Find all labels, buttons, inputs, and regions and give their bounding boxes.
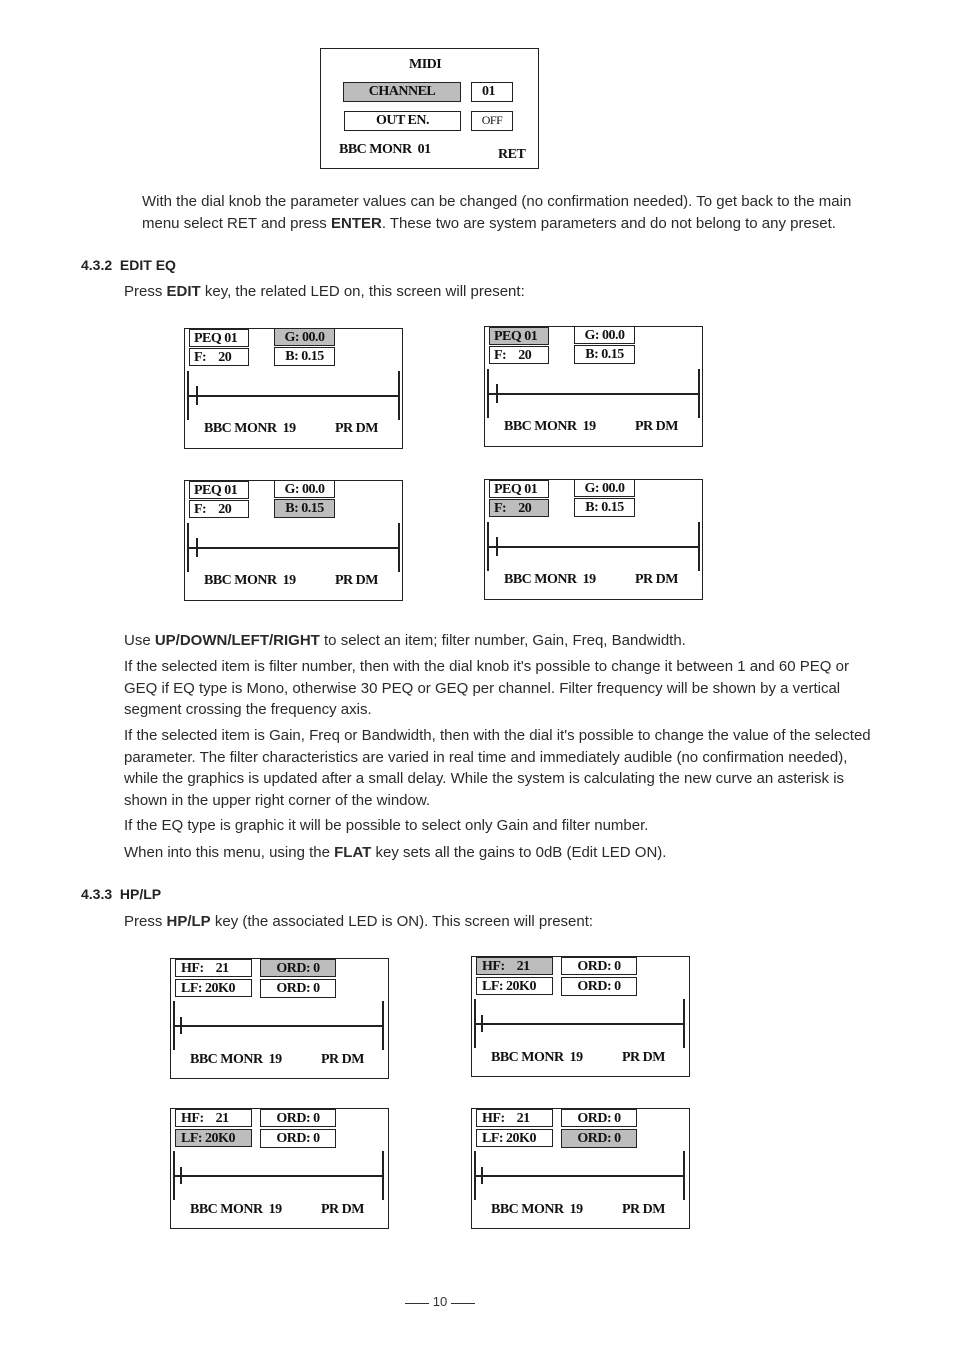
midi-status: BBC MONR 01 [339,142,431,157]
bandwidth-box: B: 0.15 [274,347,335,366]
status-right: PR DM [635,419,678,434]
freq-box: F: 20 [489,499,549,517]
gain-box: G: 00.0 [574,326,635,344]
freq-axis [187,395,399,397]
freq-axis [187,547,399,549]
status-right: PR DM [321,1052,364,1067]
status-left: BBC MONR 19 [190,1202,282,1217]
gain-box: G: 00.0 [274,328,335,346]
intro-paragraph [142,191,877,234]
page-footer [405,1294,475,1309]
gain-box: G: 00.0 [274,480,335,498]
bandwidth-box: B: 0.15 [574,345,635,364]
hp-order-box: ORD: 0 [561,957,637,975]
lp-freq-box: LF: 20K0 [175,1129,252,1147]
hp-freq-box: HF: 21 [476,957,553,975]
status-right: PR DM [321,1202,364,1217]
lp-order-box: ORD: 0 [561,977,637,996]
hplp-press-bold: HP/LP [166,913,211,930]
midi-channel-label: CHANNEL [343,82,461,102]
eq-screen [484,326,703,447]
eq-p5-bold: FLAT [334,844,372,861]
status-left: BBC MONR 19 [504,419,596,434]
eq-paragraph-1 [124,630,876,652]
lp-order-box: ORD: 0 [260,1129,336,1148]
edit-press-pre: Press [124,283,167,300]
freq-axis [487,546,699,548]
hp-freq-box: HF: 21 [476,1109,553,1127]
midi-channel-value: 01 [471,82,513,102]
lp-freq-box: LF: 20K0 [476,977,553,995]
midi-ret: RET [498,147,526,162]
eq-screen [484,479,703,600]
eq-p1-bold: UP/DOWN/LEFT/RIGHT [154,632,320,649]
hp-freq-box: HF: 21 [175,1109,252,1127]
hplp-screen [471,956,690,1077]
peq-filter-box: PEQ 01 [489,327,549,345]
edit-press-bold: EDIT [166,283,201,300]
footer-rule-left [405,1303,429,1304]
status-left: BBC MONR 19 [491,1050,583,1065]
hplp-screen [170,1108,389,1229]
status-right: PR DM [335,421,378,436]
eq-paragraph-4: If the EQ type is graphic it will be possible to select only Gain and filter number. [124,817,649,834]
peq-filter-box: PEQ 01 [189,481,249,499]
status-left: BBC MONR 19 [190,1052,282,1067]
eq-paragraph-5 [124,842,876,864]
bandwidth-box: B: 0.15 [574,498,635,517]
freq-axis [474,1023,684,1025]
status-left: BBC MONR 19 [204,573,296,588]
eq-paragraph-2: If the selected item is filter number, then with the dial knob it's possible to change it between 1 and 60 PEQ or GEQ if EQ type is Mono, otherwise 30 PEQ or GEQ per channel. Filter frequency will be shown by a vertical segment crossing the frequency axis. [124,658,849,718]
hplp-press-pre: Press [124,913,167,930]
eq-p5-post: key sets all the gains to 0dB (Edit LED ON). [371,844,667,861]
freq-box: F: 20 [189,500,249,518]
freq-axis [474,1175,684,1177]
status-right: PR DM [335,573,378,588]
peq-filter-box: PEQ 01 [489,480,549,498]
status-right: PR DM [635,572,678,587]
page-number: 10 [432,1294,448,1309]
eq-screen [184,328,403,449]
intro-text-1: With the dial knob the parameter values can be changed (no confirmation needed). To get back to the main menu select RET and press [142,193,852,232]
gain-box: G: 00.0 [574,479,635,497]
freq-axis [173,1175,383,1177]
status-left: BBC MONR 19 [204,421,296,436]
freq-axis [173,1025,383,1027]
hplp-screen [471,1108,690,1229]
lp-order-box: ORD: 0 [260,979,336,998]
hp-order-box: ORD: 0 [260,959,336,977]
freq-box: F: 20 [489,346,549,364]
hplp-press-post: key (the associated LED is ON). This screen will present: [210,913,594,930]
eq-p5-pre: When into this menu, using the [124,844,335,861]
midi-screen [320,48,539,169]
bandwidth-box: B: 0.15 [274,499,335,518]
freq-box: F: 20 [189,348,249,366]
intro-text-bold: ENTER [330,214,382,232]
eq-p1-post: to select an item; filter number, Gain, Freq, Bandwidth. [319,632,686,649]
midi-out-label: OUT EN. [344,111,461,131]
status-left: BBC MONR 19 [491,1202,583,1217]
section-heading-hplp: 4.3.3 HP/LP [81,886,162,902]
eq-p1-pre: Use [124,632,155,649]
edit-press-post: key, the related LED on, this screen will present: [200,283,525,300]
hp-freq-box: HF: 21 [175,959,252,977]
edit-press-paragraph [124,281,864,303]
hp-order-box: ORD: 0 [260,1109,336,1127]
freq-axis [487,393,699,395]
midi-out-value: OFF [471,111,513,131]
peq-filter-box: PEQ 01 [189,329,249,347]
footer-rule-right [451,1303,475,1304]
lp-freq-box: LF: 20K0 [476,1129,553,1147]
eq-screen [184,480,403,601]
midi-title: MIDI [409,57,442,72]
hp-order-box: ORD: 0 [561,1109,637,1127]
section-heading-edit-eq: 4.3.2 EDIT EQ [81,257,176,273]
intro-text-2: . These two are system parameters and do not belong to any preset. [381,214,836,232]
hplp-press-paragraph [124,911,864,933]
lp-order-box: ORD: 0 [561,1129,637,1148]
status-right: PR DM [622,1050,665,1065]
status-left: BBC MONR 19 [504,572,596,587]
eq-paragraph-3: If the selected item is Gain, Freq or Bandwidth, then with the dial it's possible to change the value of the selected parameter. The filter characteristics are varied in real time and immediately audible (no confirmation needed), while the graphics is updated after a small delay. While the system is calculating the new curve an asterisk is shown in the upper right corner of the window. [124,727,871,809]
status-right: PR DM [622,1202,665,1217]
lp-freq-box: LF: 20K0 [175,979,252,997]
hplp-screen [170,958,389,1079]
